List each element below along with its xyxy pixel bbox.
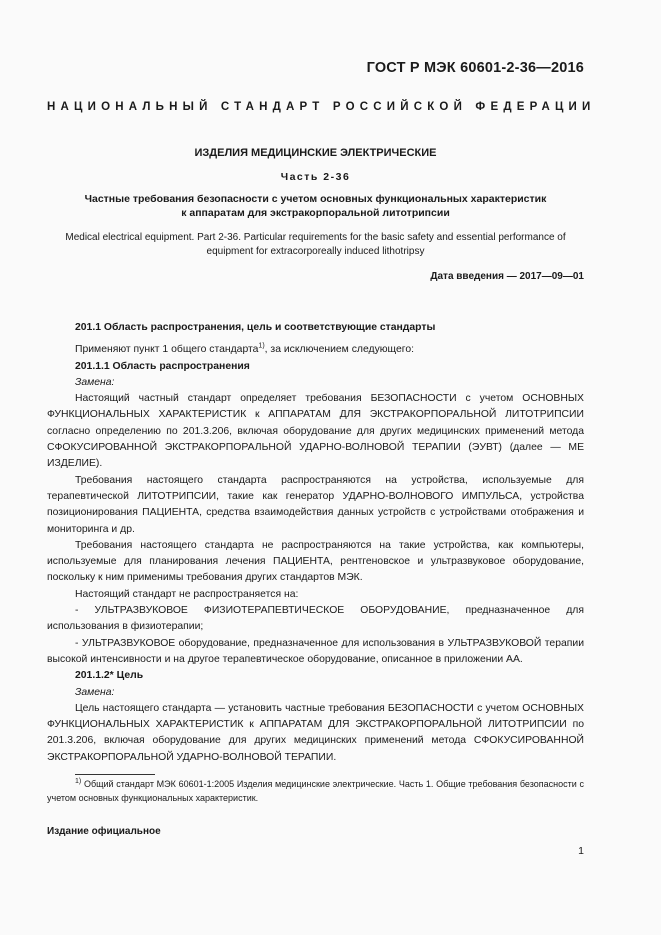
section-201-1-1-heading: 201.1.1 Область распространения xyxy=(75,360,250,372)
paragraph-purpose: Цель настоящего стандарта — установить частные требования БЕЗОПАСНОСТИ с учетом ОСНОВНЫХ ФУНКЦИОНАЛЬНЫХ ХАРАКТЕРИСТИК к АППАРАТАМ ДЛЯ ЭКСТРАКОРПОРАЛЬНОЙ ЛИТОТРИПСИИ по 201.3.206, включая оборудование для других медицинских применений метода СФОКУСИРОВАННОЙ ЭКСТРАКОРПОРАЛЬНОЙ УДАРНО-ВОЛНОВОЙ ТЕРАПИИ. xyxy=(47,702,584,763)
apply-text-b: , за исключением следующего: xyxy=(264,344,414,356)
footnote-text: Общий стандарт МЭК 60601-1:2005 Изделия медицинские электрические. Часть 1. Общие требования безопасности с учетом основных функциональных характеристик. xyxy=(47,779,584,803)
section-201-1-heading: 201.1 Область распространения, цель и соответствующие стандарты xyxy=(75,322,436,333)
document-page xyxy=(47,0,596,935)
title-english xyxy=(47,231,584,259)
footnote xyxy=(47,777,584,805)
national-standard-banner: НАЦИОНАЛЬНЫЙ СТАНДАРТ РОССИЙСКОЙ ФЕДЕРАЦИИ xyxy=(47,101,596,113)
replacement-label-1: Замена: xyxy=(75,376,115,388)
edition-label: Издание официальное xyxy=(47,826,161,837)
list-item-ultrasound-hifu: - УЛЬТРАЗВУКОВОЕ оборудование, предназначенное для использования в УЛЬТРАЗВУКОВОЙ терапии высокой интенсивности и на другое терапевтическое оборудование, описанное в приложении АА. xyxy=(47,637,584,665)
apply-paragraph xyxy=(47,342,584,358)
apply-text-a: Применяют пункт 1 общего стандарта xyxy=(75,344,259,356)
title-russian-line1: Частные требования безопасности с учетом основных функциональных характеристик xyxy=(84,193,547,205)
introduction-date: Дата введения — 2017—09—01 xyxy=(430,271,584,282)
title-russian xyxy=(47,192,584,220)
paragraph-scope-3: Требования настоящего стандарта не распространяются на такие устройства, как компьютеры, используемые для планирования лечения ПАЦИЕНТА, рентгеновское и ультразвуковое оборудование, поскольку к ним применимы требования других стандартов МЭК. xyxy=(47,539,584,584)
paragraph-scope-2: Требования настоящего стандарта распространяются на устройства, используемые для терапевтической ЛИТОТРИПСИИ, такие как генератор УДАРНО-ВОЛНОВОГО ИМПУЛЬСА, устройства позиционирования ПАЦИЕНТА, средства взаимодействия данных устройств с устройствами отображения и мониторинга и др. xyxy=(47,474,584,535)
footnote-mark: 1) xyxy=(75,778,82,785)
replacement-label-2: Замена: xyxy=(75,686,115,698)
footnote-divider xyxy=(75,774,155,775)
paragraph-scope-1: Настоящий частный стандарт определяет требования БЕЗОПАСНОСТИ с учетом ОСНОВНЫХ ФУНКЦИОНАЛЬНЫХ ХАРАКТЕРИСТИК к АППАРАТАМ ДЛЯ ЭКСТРАКОРПОРАЛЬНОЙ ЛИТОТРИПСИИ согласно определению по 201.3.206, включая оборудование для других медицинских применений метода СФОКУСИРОВАННОЙ ЭКСТРАКОРПОРАЛЬНОЙ УДАРНО-ВОЛНОВОЙ ТЕРАПИИ (ЭУВТ) (далее — МЕ ИЗДЕЛИЕ). xyxy=(47,393,584,470)
title-part: Часть 2-36 xyxy=(280,171,351,183)
title-english-line1: Medical electrical equipment. Part 2-36. Particular requirements for the basic safety and essential performance of xyxy=(65,232,566,243)
paragraph-scope-4: Настоящий стандарт не распространяется на: xyxy=(75,588,299,600)
document-body xyxy=(47,320,584,766)
list-item-ultrasound-physio: - УЛЬТРАЗВУКОВОЕ ФИЗИОТЕРАПЕВТИЧЕСКОЕ ОБОРУДОВАНИЕ, предназначенное для использования в физиотерапии; xyxy=(47,605,584,633)
page-number: 1 xyxy=(578,845,584,857)
footnote-ref: 1) xyxy=(258,342,265,350)
title-main: ИЗДЕЛИЯ МЕДИЦИНСКИЕ ЭЛЕКТРИЧЕСКИЕ xyxy=(194,147,437,159)
section-201-1-2-heading: 201.1.2* Цель xyxy=(75,670,144,682)
gost-code: ГОСТ Р МЭК 60601-2-36—2016 xyxy=(366,60,584,76)
title-russian-line2: к аппаратам для экстракорпоральной литотрипсии xyxy=(181,207,450,219)
title-english-line2: equipment for extracorporeally induced lithotripsy xyxy=(206,246,425,257)
